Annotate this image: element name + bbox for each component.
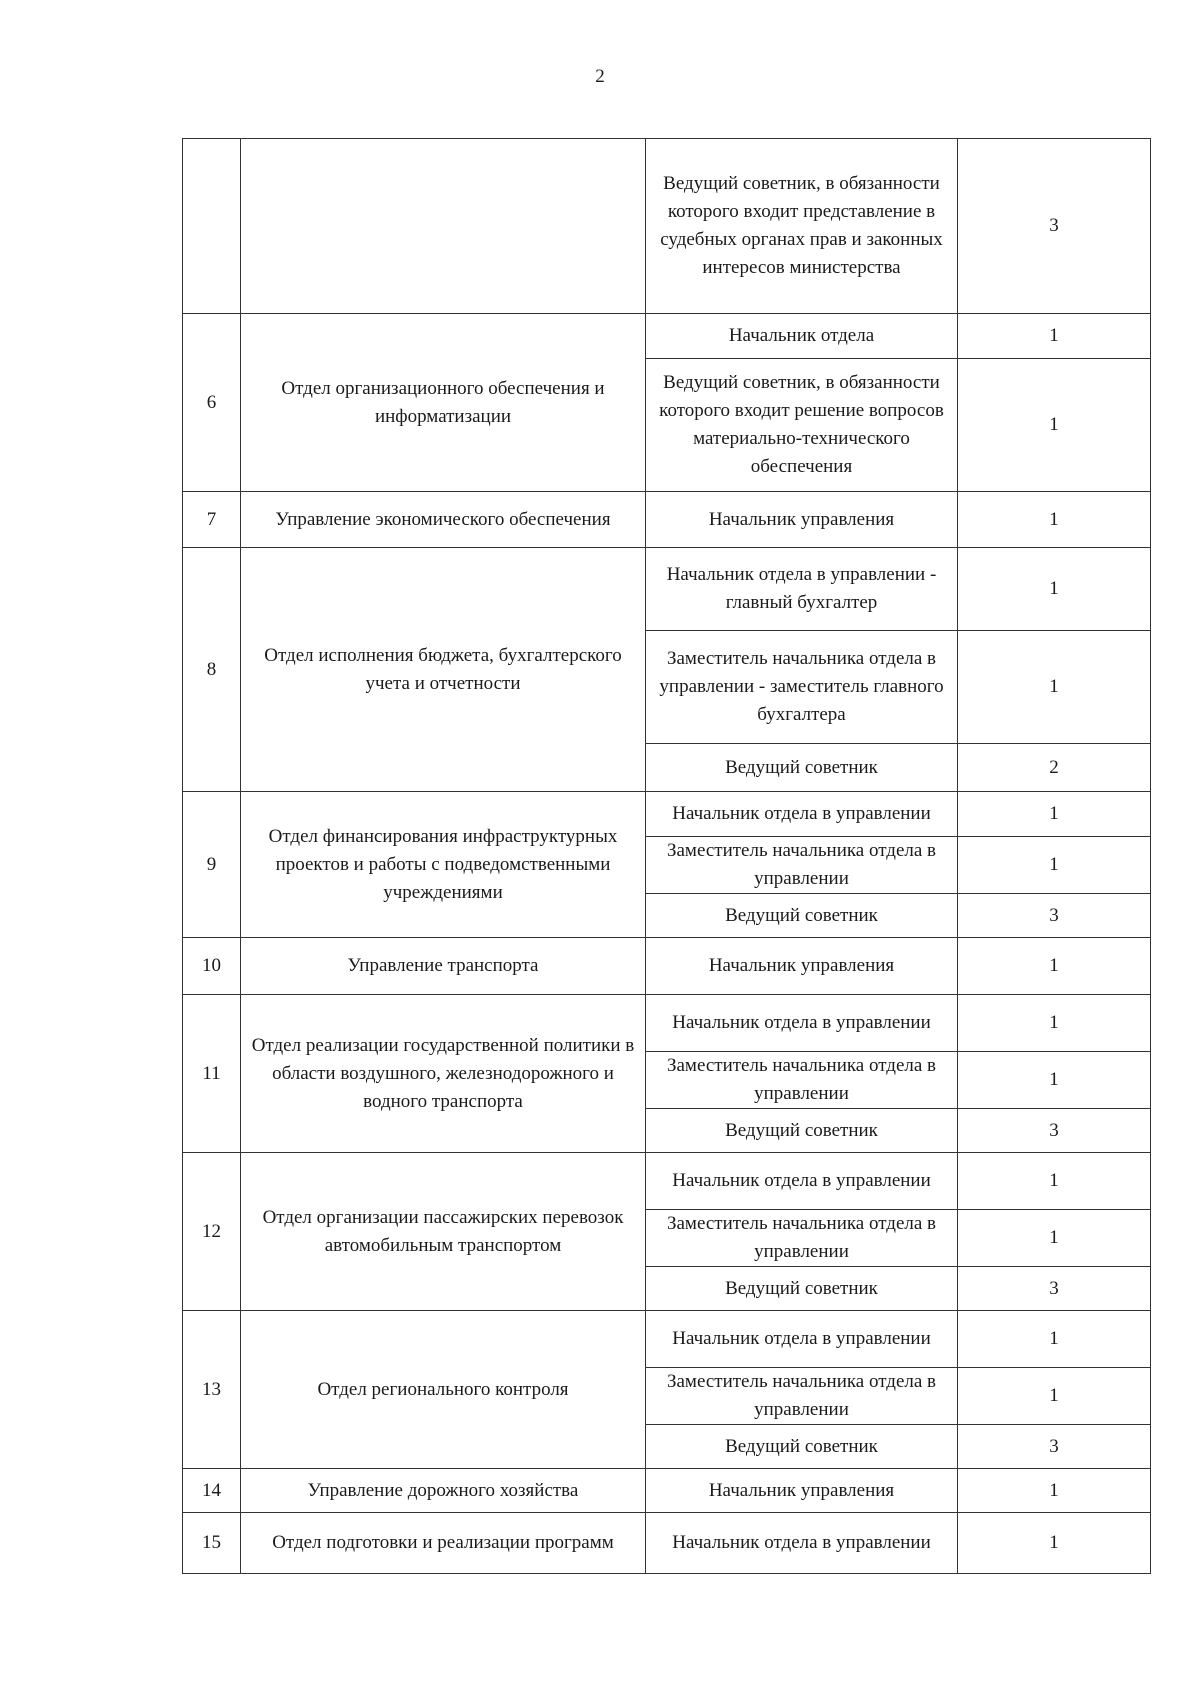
table-row [183, 492, 1151, 548]
row-number: 13 [183, 1311, 241, 1469]
position-title: Начальник управления [646, 1469, 958, 1513]
position-count: 1 [958, 1153, 1151, 1210]
table-row [183, 314, 1151, 359]
position-count: 1 [958, 1311, 1151, 1368]
row-number: 8 [183, 548, 241, 792]
page-number: 2 [595, 66, 605, 87]
row-number: 15 [183, 1513, 241, 1574]
position-title: Начальник отдела в управлении - главный бухгалтер [646, 548, 958, 631]
row-number: 10 [183, 938, 241, 995]
position-count: 2 [958, 744, 1151, 792]
position-title: Ведущий советник [646, 744, 958, 792]
position-title: Ведущий советник, в обязанности которого входит представление в судебных органах прав и законных интересов министерства [646, 139, 958, 314]
position-title: Ведущий советник [646, 1425, 958, 1469]
division-name: Отдел регионального контроля [241, 1311, 646, 1469]
table-row [183, 938, 1151, 995]
position-title: Начальник отдела в управлении [646, 792, 958, 837]
position-title: Ведущий советник [646, 1109, 958, 1153]
table-row [183, 1153, 1151, 1210]
position-title: Начальник управления [646, 492, 958, 548]
position-title: Заместитель начальника отдела в управлении [646, 837, 958, 894]
position-title: Заместитель начальника отдела в управлении [646, 1052, 958, 1109]
division-name: Отдел подготовки и реализации программ [241, 1513, 646, 1574]
table-row [183, 1469, 1151, 1513]
row-number [183, 139, 241, 314]
position-count: 1 [958, 1210, 1151, 1267]
position-count: 1 [958, 631, 1151, 744]
staffing-table [182, 138, 1151, 1574]
row-number: 9 [183, 792, 241, 938]
position-title: Ведущий советник [646, 1267, 958, 1311]
position-count: 1 [958, 1469, 1151, 1513]
row-number: 11 [183, 995, 241, 1153]
position-title: Начальник отдела в управлении [646, 1311, 958, 1368]
row-number: 14 [183, 1469, 241, 1513]
position-count: 1 [958, 548, 1151, 631]
position-count: 3 [958, 1109, 1151, 1153]
position-title: Заместитель начальника отдела в управлении [646, 1368, 958, 1425]
position-count: 1 [958, 359, 1151, 492]
row-number: 12 [183, 1153, 241, 1311]
position-title: Начальник отдела [646, 314, 958, 359]
position-count: 3 [958, 1425, 1151, 1469]
position-title: Заместитель начальника отдела в управлении [646, 1210, 958, 1267]
position-title: Ведущий советник [646, 894, 958, 938]
division-name: Управление экономического обеспечения [241, 492, 646, 548]
position-title: Ведущий советник, в обязанности которого входит решение вопросов материально-технического обеспечения [646, 359, 958, 492]
division-name [241, 139, 646, 314]
position-count: 3 [958, 139, 1151, 314]
position-count: 3 [958, 1267, 1151, 1311]
position-count: 1 [958, 938, 1151, 995]
table-row [183, 1513, 1151, 1574]
position-count: 1 [958, 792, 1151, 837]
position-count: 1 [958, 314, 1151, 359]
row-number: 7 [183, 492, 241, 548]
table-row [183, 995, 1151, 1052]
position-title: Начальник отдела в управлении [646, 995, 958, 1052]
table-row [183, 548, 1151, 631]
position-count: 1 [958, 1052, 1151, 1109]
position-count: 1 [958, 1368, 1151, 1425]
division-name: Отдел организации пассажирских перевозок автомобильным транспортом [241, 1153, 646, 1311]
position-count: 1 [958, 1513, 1151, 1574]
division-name: Отдел исполнения бюджета, бухгалтерского учета и отчетности [241, 548, 646, 792]
division-name: Отдел организационного обеспечения и информатизации [241, 314, 646, 492]
position-title: Начальник отдела в управлении [646, 1153, 958, 1210]
division-name: Управление транспорта [241, 938, 646, 995]
position-count: 1 [958, 995, 1151, 1052]
division-name: Отдел реализации государственной политики в области воздушного, железнодорожного и водного транспорта [241, 995, 646, 1153]
division-name: Отдел финансирования инфраструктурных проектов и работы с подведомственными учреждениями [241, 792, 646, 938]
position-title: Начальник отдела в управлении [646, 1513, 958, 1574]
position-count: 1 [958, 837, 1151, 894]
table-row [183, 139, 1151, 314]
table-row [183, 1311, 1151, 1368]
position-title: Начальник управления [646, 938, 958, 995]
position-count: 1 [958, 492, 1151, 548]
position-title: Заместитель начальника отдела в управлении - заместитель главного бухгалтера [646, 631, 958, 744]
position-count: 3 [958, 894, 1151, 938]
division-name: Управление дорожного хозяйства [241, 1469, 646, 1513]
table-row [183, 792, 1151, 837]
row-number: 6 [183, 314, 241, 492]
